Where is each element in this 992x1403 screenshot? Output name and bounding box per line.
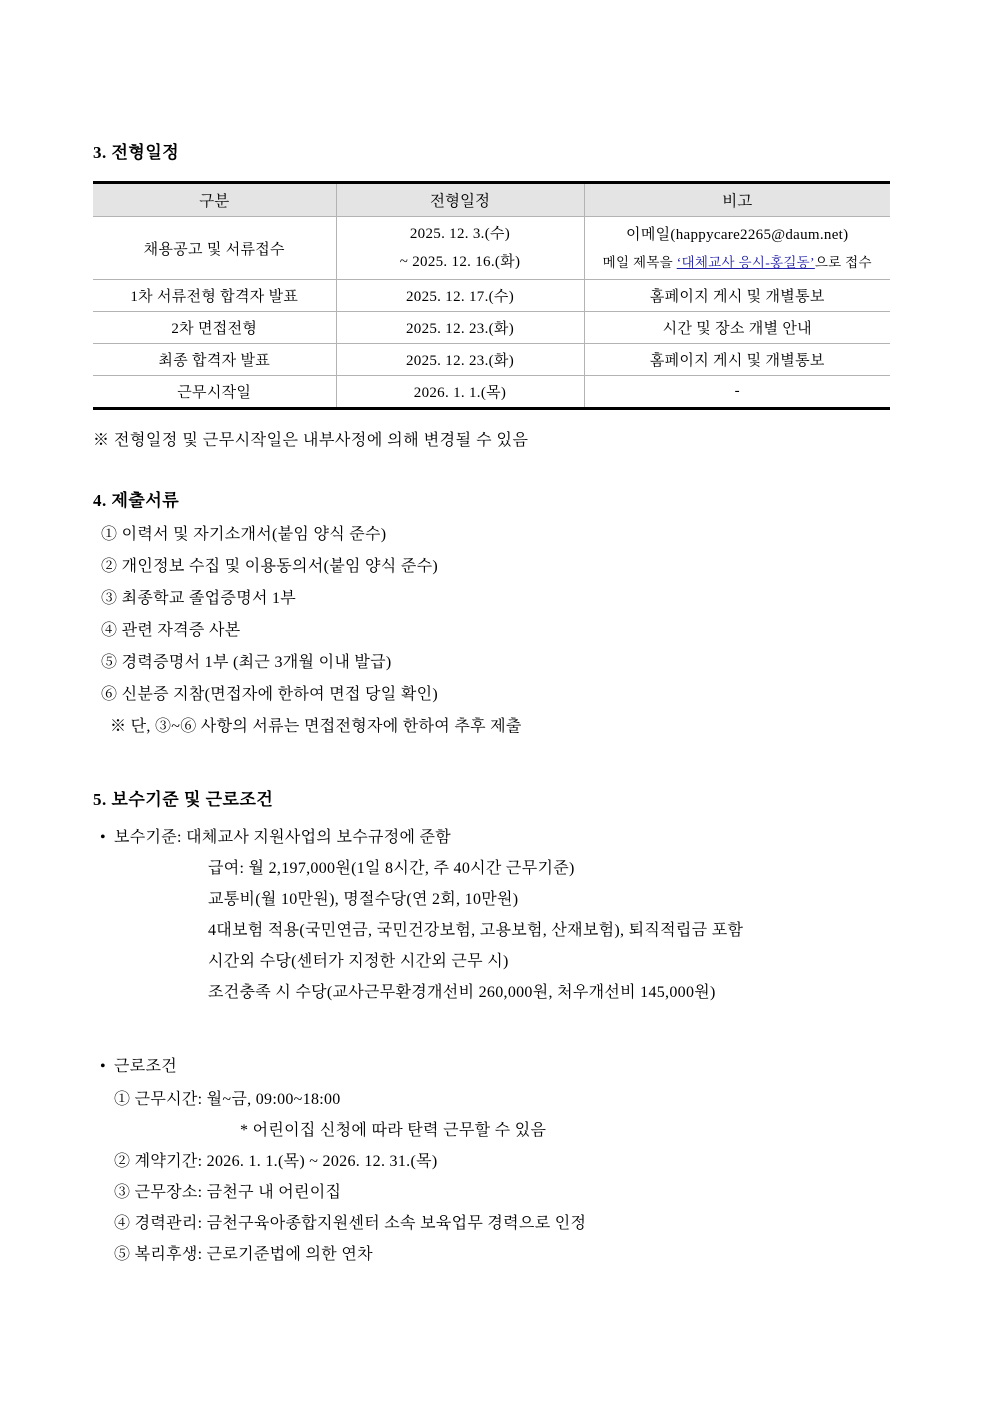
list-item: ④ 관련 자격증 사본 <box>101 622 241 639</box>
list-item: 급여: 월 2,197,000원(1일 8시간, 주 40시간 근무기준) <box>208 860 575 877</box>
table-row-first-pass <box>93 280 890 312</box>
cell-schedule: 2026. 1. 1.(목) <box>336 376 584 409</box>
list-item: ⑤ 경력증명서 1부 (최근 3개월 이내 발급) <box>101 654 392 671</box>
flexible-work-note: * 어린이집 신청에 따라 탄력 근무할 수 있음 <box>240 1122 547 1139</box>
column-header-schedule: 전형일정 <box>336 183 584 217</box>
section-4-title: 4. 제출서류 <box>93 491 180 510</box>
column-header-remark: 비고 <box>584 183 890 217</box>
bullet-icon: • <box>100 829 106 846</box>
remark-suffix: 으로 접수 <box>814 254 872 270</box>
pay-standard-label: 보수기준: 대체교사 지원사업의 보수규정에 준함 <box>114 829 452 846</box>
cell-category: 최종 합격자 발표 <box>93 344 336 376</box>
list-item: ② 계약기간: 2026. 1. 1.(목) ~ 2026. 12. 31.(목) <box>114 1153 438 1170</box>
cell-schedule: 2025. 12. 23.(화) <box>336 312 584 344</box>
cell-remark: - <box>584 376 890 409</box>
cell-schedule: 2025. 12. 17.(수) <box>336 280 584 312</box>
work-conditions-list <box>93 1084 992 1270</box>
work-conditions-label: 근로조건 <box>114 1058 178 1075</box>
table-row-application <box>93 217 890 280</box>
remark-mail-subject <box>587 250 889 276</box>
submission-note: ※ 단, ③~⑥ 사항의 서류는 면접전형자에 한하여 추후 제출 <box>110 718 522 735</box>
list-item: ⑤ 복리후생: 근로기준법에 의한 연차 <box>114 1246 373 1263</box>
list-item: ④ 경력관리: 금천구육아종합지원센터 소속 보육업무 경력으로 인정 <box>114 1215 587 1232</box>
work-conditions-heading <box>93 1051 992 1082</box>
table-row-interview <box>93 312 890 344</box>
section-5-title: 5. 보수기준 및 근로조건 <box>93 790 274 809</box>
list-item: ② 개인정보 수집 및 이용동의서(붙임 양식 준수) <box>101 558 438 575</box>
cell-category: 2차 면접전형 <box>93 312 336 344</box>
list-item: ① 이력서 및 자기소개서(붙임 양식 준수) <box>101 526 387 543</box>
cell-category: 채용공고 및 서류접수 <box>93 217 336 280</box>
list-item: ③ 근무장소: 금천구 내 어린이집 <box>114 1184 342 1201</box>
column-header-category: 구분 <box>93 183 336 217</box>
section-3-title: 3. 전형일정 <box>93 143 180 162</box>
table-row-work-start <box>93 376 890 409</box>
remark-highlight-text: ‘대체교사 응시-홍길동’ <box>676 254 815 270</box>
remark-email: 이메일(happycare2265@daum.net) <box>626 226 849 243</box>
cell-schedule <box>336 217 584 280</box>
table-row-final-pass <box>93 344 890 376</box>
schedule-change-note: ※ 전형일정 및 근무시작일은 내부사정에 의해 변경될 수 있음 <box>93 432 529 449</box>
schedule-end-date: ~ 2025. 12. 16.(화) <box>399 254 521 270</box>
cell-remark: 시간 및 장소 개별 안내 <box>584 312 890 344</box>
schedule-header-row <box>93 183 890 217</box>
list-item: 시간외 수당(센터가 지정한 시간외 근무 시) <box>208 953 509 970</box>
cell-category: 1차 서류전형 합격자 발표 <box>93 280 336 312</box>
cell-remark: 홈페이지 게시 및 개별통보 <box>584 344 890 376</box>
schedule-table <box>93 181 890 410</box>
remark-prefix: 메일 제목을 <box>602 254 677 270</box>
cell-schedule: 2025. 12. 23.(화) <box>336 344 584 376</box>
schedule-start-date: 2025. 12. 3.(수) <box>409 226 511 242</box>
pay-standard-heading <box>93 822 992 853</box>
bullet-icon: • <box>100 1058 106 1075</box>
list-item: ① 근무시간: 월~금, 09:00~18:00 <box>114 1091 341 1108</box>
list-item: ③ 최종학교 졸업증명서 1부 <box>101 590 297 607</box>
list-item: 교통비(월 10만원), 명절수당(연 2회, 10만원) <box>208 891 519 908</box>
list-item: 조건충족 시 수당(교사근무환경개선비 260,000원, 처우개선비 145,000원) <box>208 984 716 1001</box>
pay-detail-list <box>93 853 992 1008</box>
cell-category: 근무시작일 <box>177 385 252 401</box>
submission-document-list <box>93 519 992 743</box>
cell-remark: 홈페이지 게시 및 개별통보 <box>584 280 890 312</box>
list-item: ⑥ 신분증 지참(면접자에 한하여 면접 당일 확인) <box>101 686 438 703</box>
list-item: 4대보험 적용(국민연금, 국민건강보험, 고용보험, 산재보험), 퇴직적립금 포함 <box>208 922 744 939</box>
cell-remark <box>584 217 890 280</box>
